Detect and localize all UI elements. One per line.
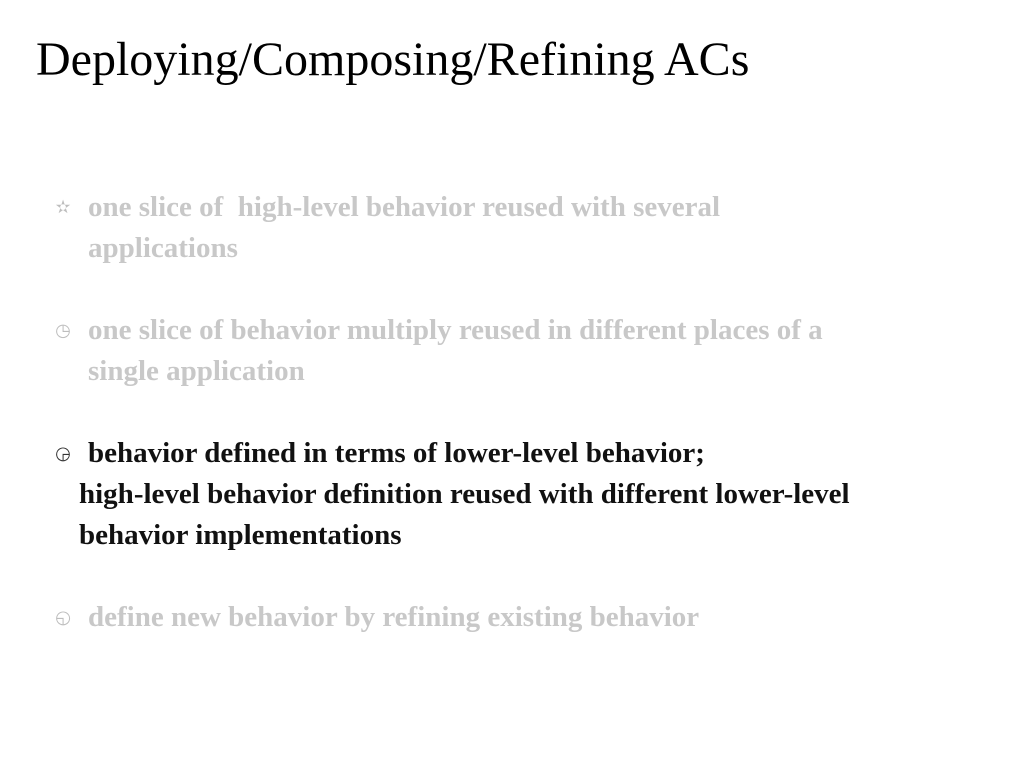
bullet-line: one slice of high-level behavior reused with several [88, 191, 721, 223]
bullet-line: one slice of behavior multiply reused in different places of a [88, 314, 823, 346]
bullet-line: applications [88, 232, 238, 264]
star-icon: ✫ [55, 197, 71, 218]
bullet-item-shared-behavior [52, 187, 952, 269]
bullet-item-refining-behavior [52, 597, 952, 638]
bullet-item-lower-level-behavior [52, 433, 1012, 556]
bullet-text [88, 187, 952, 269]
bullet-line: define new behavior by refining existing behavior [88, 601, 700, 633]
slide-title: Deploying/Composing/Refining ACs [36, 33, 750, 86]
clock-icon: ◵ [55, 607, 71, 628]
bullet-line: behavior defined in terms of lower-level behavior; [88, 437, 705, 469]
bullet-line: high-level behavior definition reused with different lower-level [79, 478, 850, 510]
clock-icon: ◷ [55, 320, 71, 341]
bullet-line: behavior implementations [79, 519, 402, 551]
clock-icon: ◶ [55, 443, 71, 464]
bullet-text [88, 310, 972, 392]
bullet-item-multiply-reused [52, 310, 972, 392]
bullet-line: single application [88, 355, 305, 387]
